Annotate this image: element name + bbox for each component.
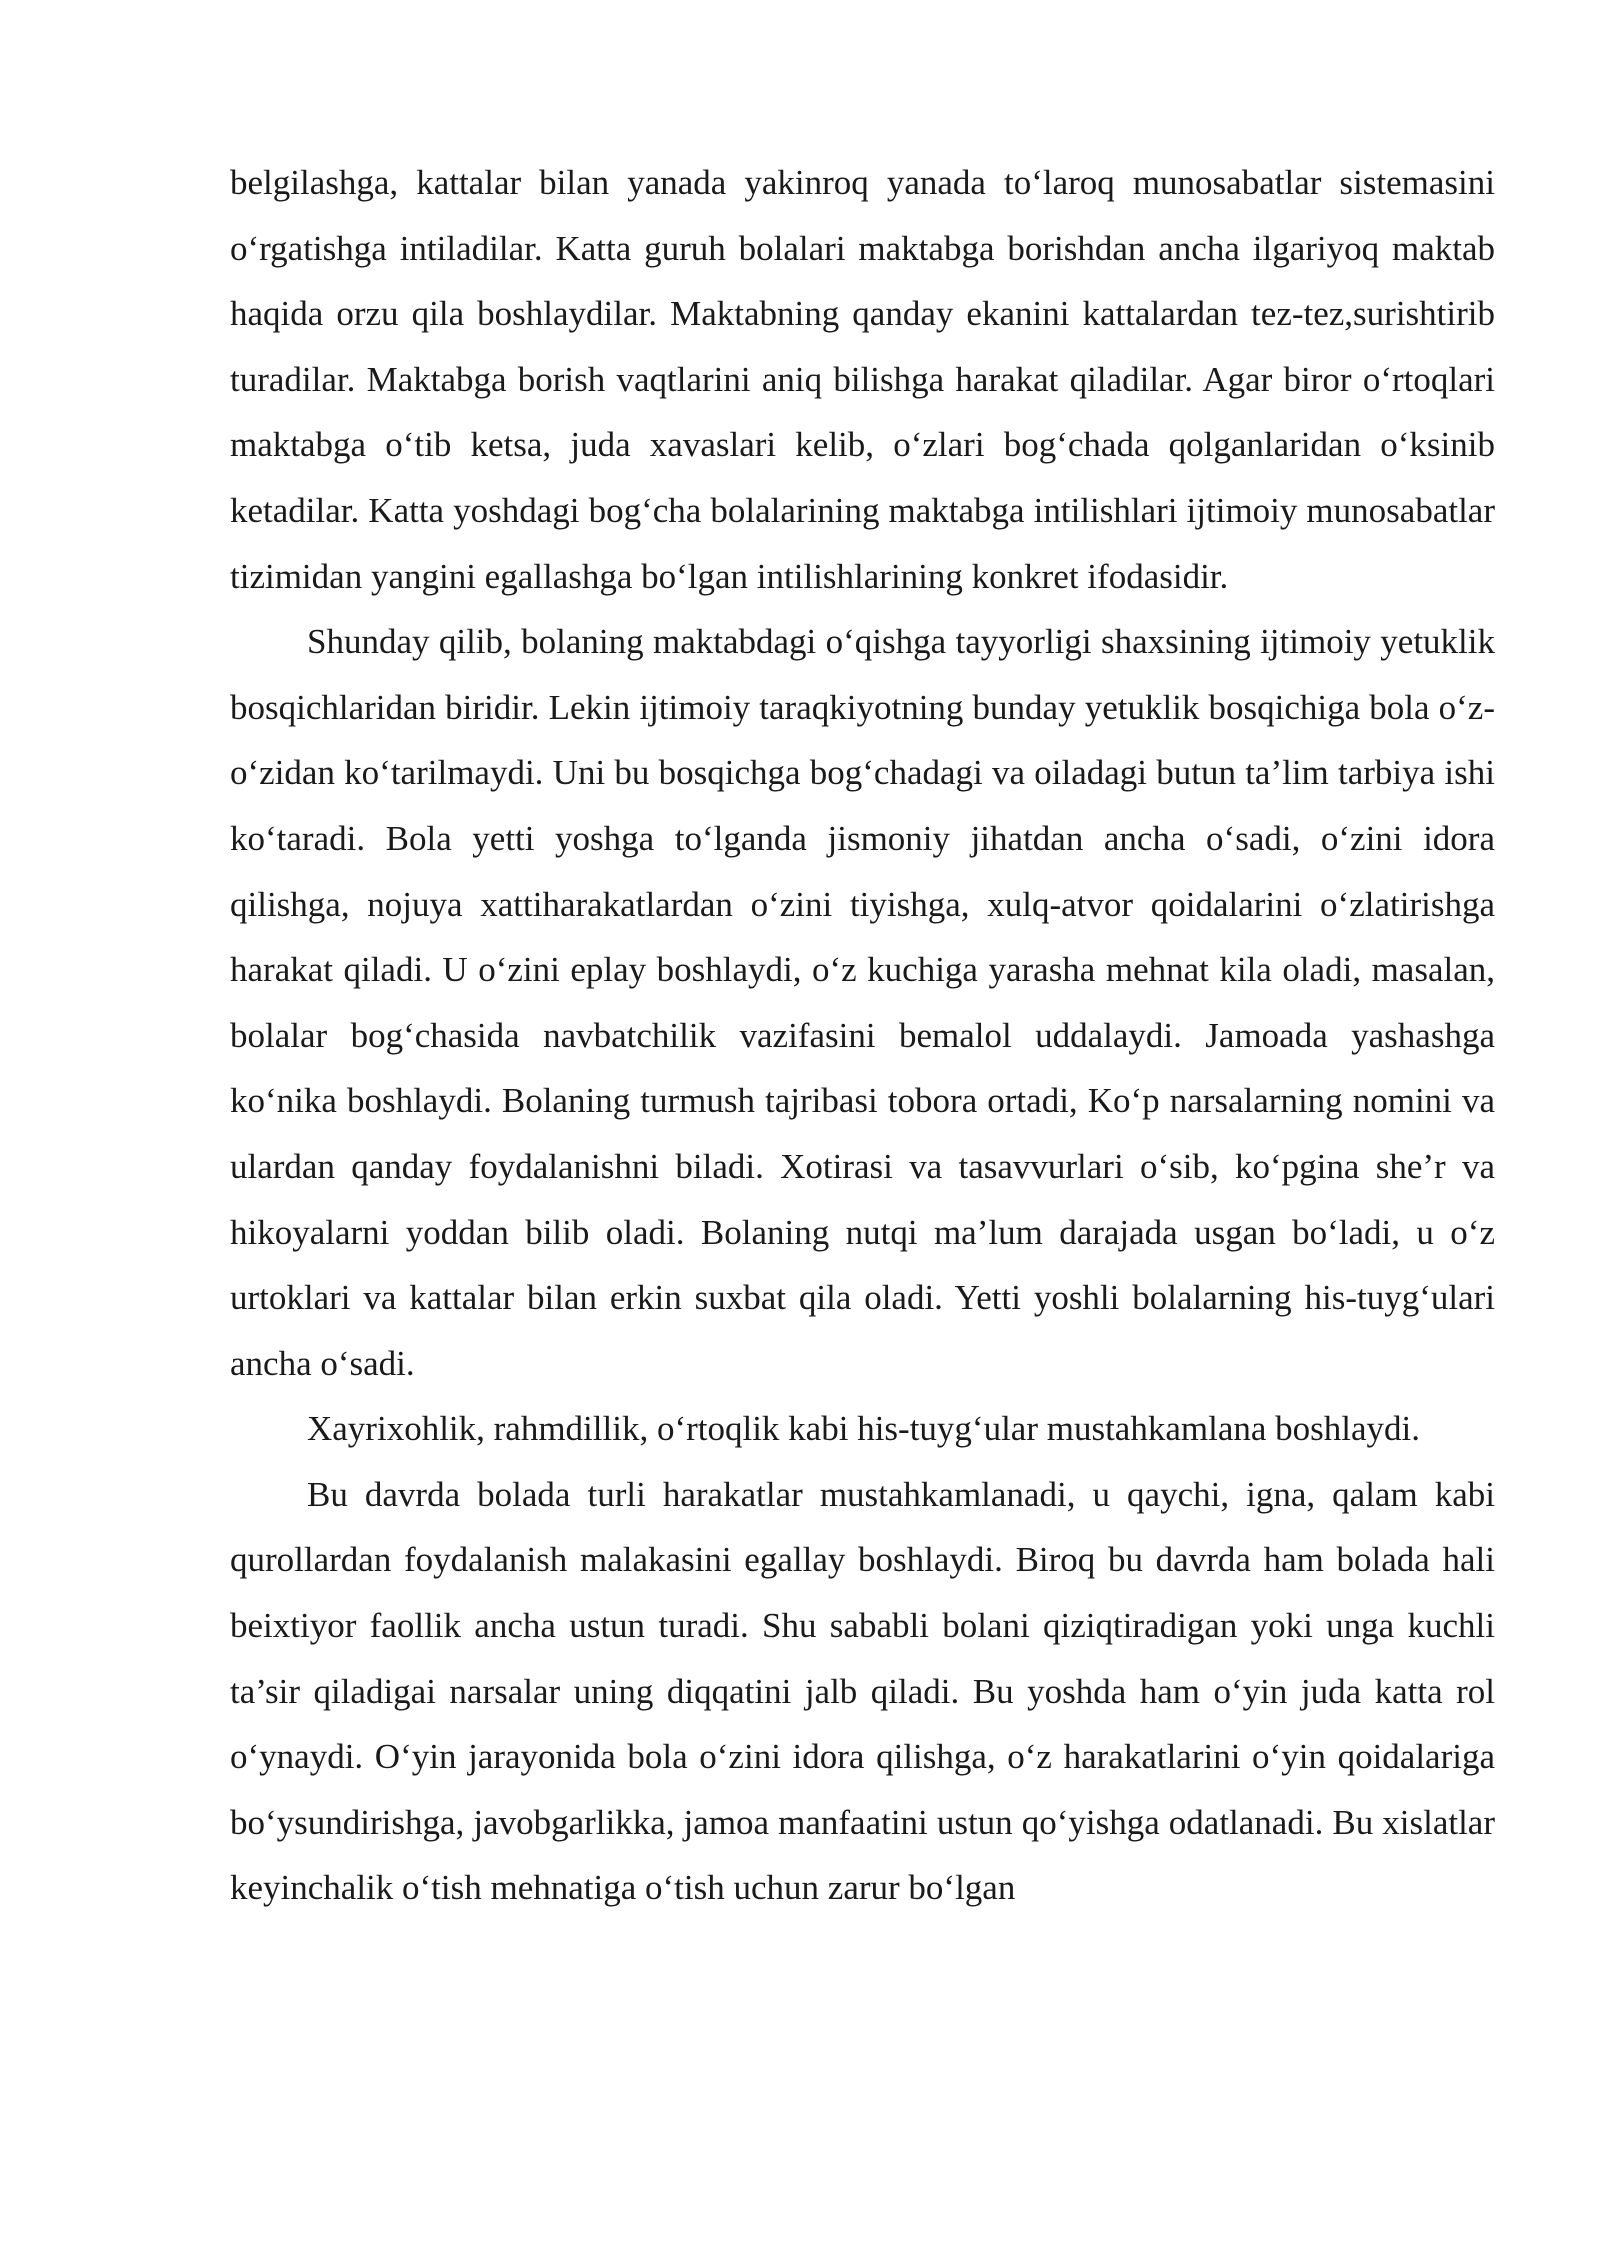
document-page	[230, 150, 1495, 1921]
paragraph-4: Bu davrda bolada turli harakatlar mustahkamlanadi, u qaychi, igna, qalam kabi qurollardan foydalanish malakasini egallay boshlaydi. Biroq bu davrda ham bolada hali beixtiyor faollik ancha ustun turadi. Shu sababli bolani qiziqtiradigan yoki unga kuchli ta’sir qiladigai narsalar uning diqqatini jalb qiladi. Bu yoshda ham o‘yin juda katta rol o‘ynaydi. O‘yin jarayonida bola o‘zini idora qilishga, o‘z harakatlarini o‘yin qoidalariga bo‘ysundirishga, javobgarlikka, jamoa manfaatini ustun qo‘yishga odatlanadi. Bu xislatlar keyinchalik o‘tish mehnatiga o‘tish uchun zarur bo‘lgan	[230, 1474, 1495, 1908]
paragraph-2: Shunday qilib, bolaning maktabdagi o‘qishga tayyorligi shaxsining ijtimoiy yetuklik bosqichlaridan biridir. Lekin ijtimoiy taraqkiyotning bunday yetuklik bosqichiga bola o‘z-o‘zidan ko‘tarilmaydi. Uni bu bosqichga bog‘chadagi va oiladagi butun ta’lim tarbiya ishi ko‘taradi. Bola yetti yoshga to‘lganda jismoniy jihatdan ancha o‘sadi, o‘zini idora qilishga, nojuya xattiharakatlardan o‘zini tiyishga, xulq-atvor qoidalarini o‘zlatirishga harakat qiladi. U o‘zini eplay boshlaydi, o‘z kuchiga yarasha mehnat kila oladi, masalan, bolalar bog‘chasida navbatchilik vazifasini bemalol uddalaydi. Jamoada yashashga ko‘nika boshlaydi. Bolaning turmush tajribasi tobora ortadi, Ko‘p narsalarning nomini va ulardan qanday foydalanishni biladi. Xotirasi va tasavvurlari o‘sib, ko‘pgina she’r va hikoyalarni yoddan bilib oladi. Bolaning nutqi ma’lum darajada usgan bo‘ladi, u o‘z urtoklari va kattalar bilan erkin suxbat qila oladi. Yetti yoshli bolalarning his-tuyg‘ulari ancha o‘sadi.	[230, 622, 1495, 1383]
paragraph-1: belgilashga, kattalar bilan yanada yakinroq yanada to‘laroq munosabatlar sistemasini o‘rgatishga intiladilar. Katta guruh bolalari maktabga borishdan ancha ilgariyoq maktab haqida orzu qila boshlaydilar. Maktabning qanday ekanini kattalardan tez-tez,surishtirib turadilar. Maktabga borish vaqtlarini aniq bilishga harakat qiladilar. Agar biror o‘rtoqlari maktabga o‘tib ketsa, juda xavaslari kelib, o‘zlari bog‘chada qolganlaridan o‘ksinib ketadilar. Katta yoshdagi bog‘cha bolalarining maktabga intilishlari ijtimoiy munosabatlar tizimidan yangini egallashga bo‘lgan intilishlarining konkret ifodasidir.	[230, 163, 1495, 596]
paragraph-3: Xayrixohlik, rahmdillik, o‘rtoqlik kabi his-tuyg‘ular mustahkamlana boshlaydi.	[307, 1409, 1420, 1449]
